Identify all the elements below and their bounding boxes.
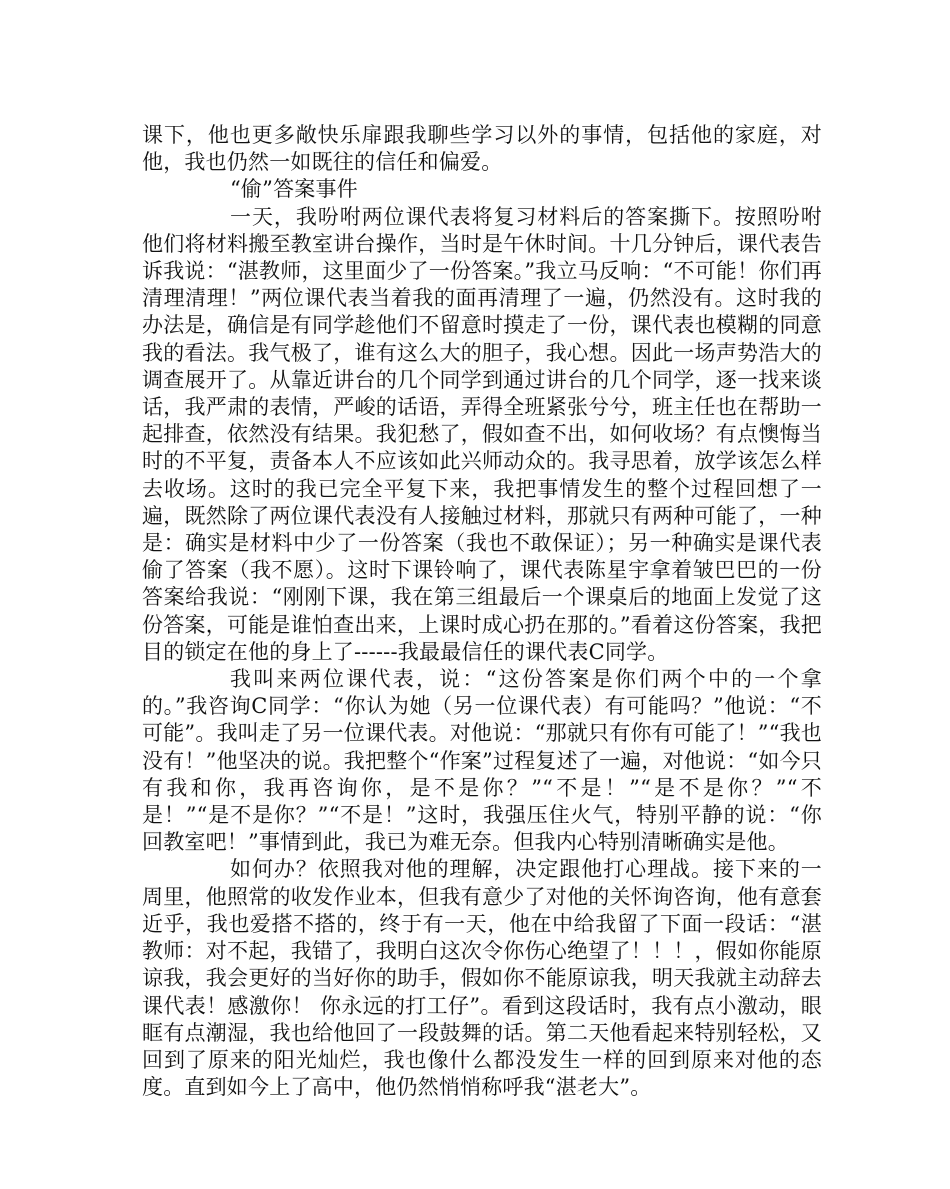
paragraph-story-3: 如何办？依照我对他的理解，决定跟他打心理战。接下来的一周里，他照常的收发作业本，但我有意少了对他的关怀询咨询，他有意套近乎，我也爱搭不搭的，终于有一天，他在中给我留了下面一段话：“湛教师：对不起，我错了，我明白这次令你伤心绝望了！！！，假如你能原谅我，我会更好的当好你的助手，假如你不能原谅我，明天我就主动辞去课代表！感激你！ 你永远的打工仔”。看到这段话时，我有点小激动，眼眶有点潮湿，我也给他回了一段鼓舞的话。第二天他看起来特别轻松，又回到了原来的阳光灿烂，我也像什么都没发生一样的回到原来对他的态度。直到如今上了高中，他仍然悄悄称呼我“湛老大”。 [142,857,822,1100]
paragraph-story-2: 我叫来两位课代表，说：“这份答案是你们两个中的一个拿的。”我咨询C同学：“你认为她（另一位课代表）有可能吗？”他说：“不可能”。我叫走了另一位课代表。对他说：“那就只有你有可能了！”“我也没有！”他坚决的说。我把整个“作案”过程复述了一遍，对他说：“如今只有我和你，我再咨询你，是不是你？”“不是！”“是不是你？”“不是！”“是不是你？”“不是！”这时，我强压住火气，特别平静的说：“你回教室吧！”事情到此，我已为难无奈。但我内心特别清晰确实是他。 [142,667,822,855]
paragraph-intro: 课下，他也更多敞快乐扉跟我聊些学习以外的事情，包括他的家庭，对他，我也仍然一如既往的信任和偏爱。 [142,123,822,175]
section-heading: “偷”答案事件 [230,177,358,202]
paragraph-story-1: 一天，我吩咐两位课代表将复习材料后的答案撕下。按照吩咐他们将材料搬至教室讲台操作，当时是午休时间。十几分钟后，课代表告诉我说：“湛教师，这里面少了一份答案。”我立马反响：“不可能！你们再清理清理！”两位课代表当着我的面再清理了一遍，仍然没有。这时我的办法是，确信是有同学趁他们不留意时摸走了一份，课代表也模糊的同意我的看法。我气极了，谁有这么大的胆子，我心想。因此一场声势浩大的调查展开了。从靠近讲台的几个同学到通过讲台的几个同学，逐一找来谈话，我严肃的表情，严峻的话语，弄得全班紧张兮兮，班主任也在帮助一起排查，依然没有结果。我犯愁了，假如查不出，如何收场？有点懊悔当时的不平复，责备本人不应该如此兴师动众的。我寻思着，放学该怎么样去收场。这时的我已完全平复下来，我把事情发生的整个过程回想了一遍，既然除了两位课代表没有人接触过材料，那就只有两种可能了，一种是：确实是材料中少了一份答案（我也不敢保证）；另一种确实是课代表偷了答案（我不愿）。这时下课铃响了，课代表陈星宇拿着皱巴巴的一份答案给我说：“刚刚下课，我在第三组最后一个课桌后的地面上发觉了这份答案，可能是谁怕查出来，上课时成心扔在那的。”看着这份答案，我把目的锁定在他的身上了------我最最信任的课代表C同学。 [142,204,822,664]
document-body [142,122,822,1101]
